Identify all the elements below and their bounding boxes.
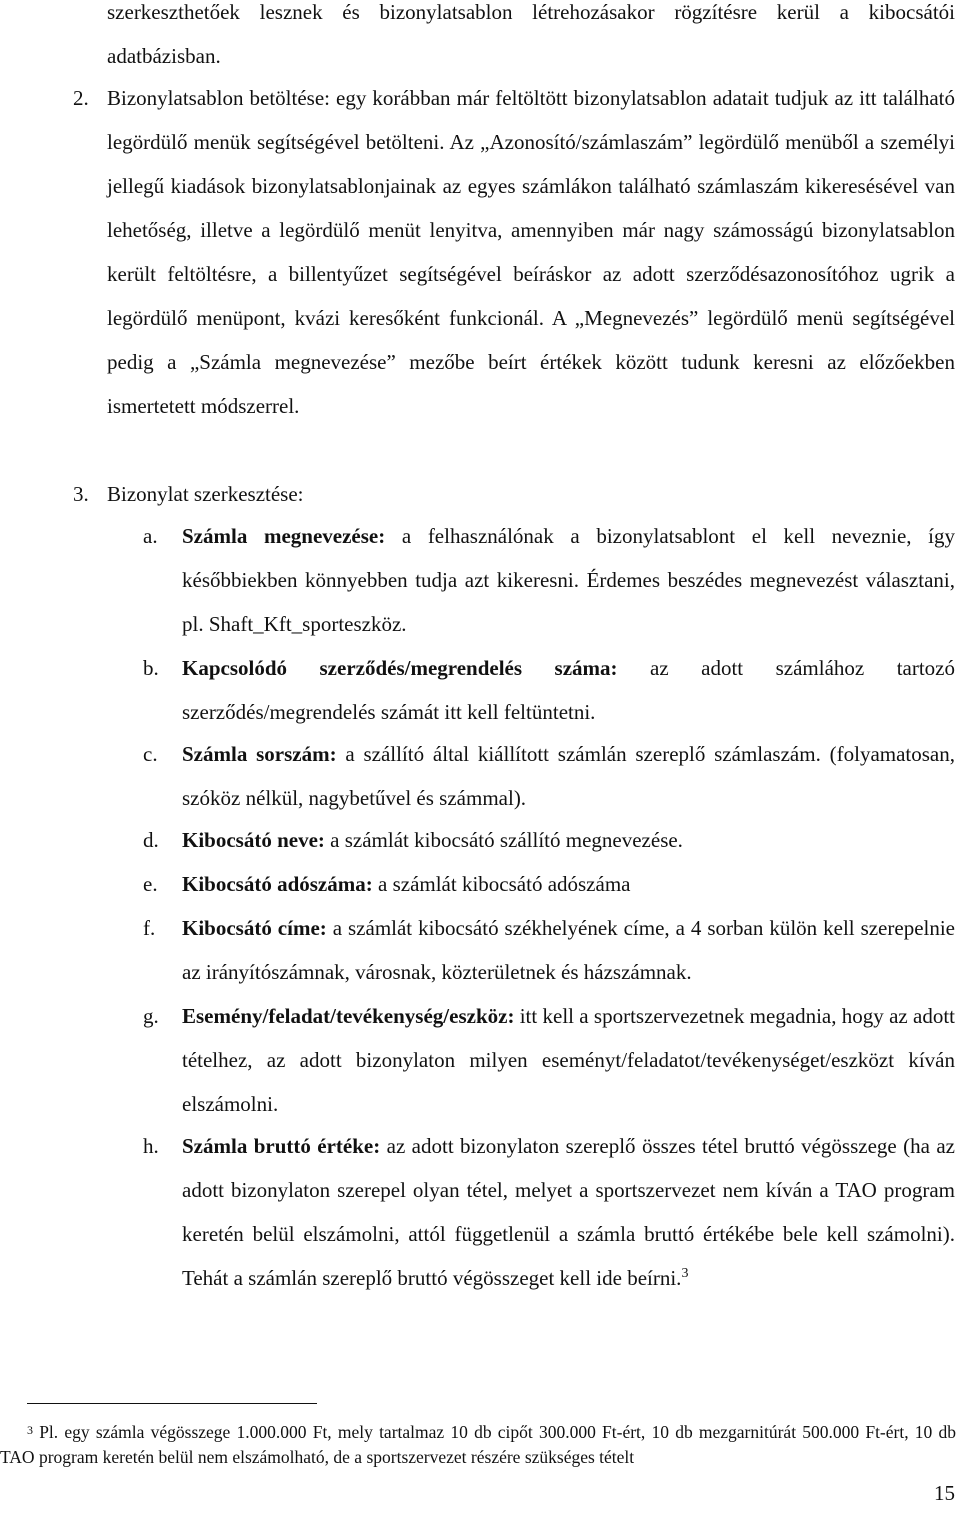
list-item-2: [73, 76, 955, 428]
subitem-text: [182, 994, 955, 1126]
subitem-desc: a számlát kibocsátó székhelyének címe, a 4 sorban külön kell szerepelnie az irányítószámnak, városnak, közterületnek és házszámnak.: [182, 916, 956, 984]
subitem-desc: a felhasználónak a bizonylatsablont el kell neveznie, így későbbiekben könnyebben tudja azt kikeresni. Érdemes beszédes megnevezést választani, pl. Shaft_Kft_sporteszköz.: [182, 524, 956, 636]
subitem-letter: e.: [143, 872, 158, 896]
subitem-term: Kibocsátó neve:: [182, 828, 325, 852]
list-item-3: [73, 472, 955, 516]
subitem-b: [143, 646, 955, 734]
subitem-e: [143, 862, 955, 906]
footnote-separator: [27, 1403, 317, 1404]
subitem-desc: a számlát kibocsátó szállító megnevezése.: [324, 828, 683, 852]
subitem-f: [143, 906, 955, 994]
footnote: [0, 1420, 956, 1470]
subitem-desc: a számlát kibocsátó adószáma: [372, 872, 631, 896]
subitem-text: [182, 514, 955, 646]
subitem-desc: az adott számlához tartozó szerződés/megrendelés számát itt kell feltüntetni.: [182, 656, 956, 724]
item-text: Bizonylatsablon betöltése: egy korábban már feltöltött bizonylatsablon adatait tudjuk az itt található legördülő menük segítségével betölteni. Az „Azonosító/számlaszám” legördülő menüből a személyi jellegű kiadások bizonylatsablonjainak az egyes számlákon található számlaszám kikeresésével van lehetőség, illetve a legördülő menüt lenyitva, amennyiben már nagy számosságú bizonylatsablon került feltöltésre, a billentyűzet segítségével beíráskor az adott szerződésazonosítóhoz ugrik a legördülő menüpont, kvázi keresőként funkcionál. A „Megnevezés” legördülő menü segítségével pedig a „Számla megnevezése” mezőbe beírt értékek között tudunk keresni az előzőekben ismertetett módszerrel.: [107, 86, 955, 418]
subitem-term: Kibocsátó adószáma:: [182, 872, 373, 896]
subitem-g: [143, 994, 955, 1126]
subitem-text: [182, 862, 955, 906]
subitem-text: [182, 1124, 955, 1300]
item-number: 3.: [73, 482, 89, 506]
subitem-text: [182, 818, 955, 862]
subitem-term: Kibocsátó címe:: [182, 916, 327, 940]
subitem-term: Esemény/feladat/tevékenység/eszköz:: [182, 1004, 515, 1028]
item-text: Bizonylat szerkesztése:: [107, 482, 304, 506]
subitem-term: Kapcsolódó szerződés/megrendelés száma:: [182, 656, 618, 680]
subitem-letter: d.: [143, 828, 159, 852]
subitem-letter: c.: [143, 742, 158, 766]
subitem-a: [143, 514, 955, 646]
subitem-d: [143, 818, 955, 862]
subitem-term: Számla sorszám:: [182, 742, 337, 766]
subitem-letter: h.: [143, 1134, 159, 1158]
subitem-c: [143, 732, 955, 820]
subitem-desc: a szállító által kiállított számlán szereplő számlaszám. (folyamatosan, szóköz nélkül, nagybetűvel és számmal).: [182, 742, 955, 810]
subitem-letter: b.: [143, 656, 159, 680]
subitem-text: [182, 646, 955, 734]
footnote-reference[interactable]: 3: [681, 1266, 689, 1281]
page-number: 15: [934, 1481, 955, 1505]
intro-paragraph: szerkeszthetőek lesznek és bizonylatsablon létrehozásakor rögzítésre kerül a kibocsátói adatbázisban.: [107, 0, 955, 68]
subitem-text: [182, 732, 955, 820]
subitem-letter: a.: [143, 524, 158, 548]
subitem-h: [143, 1124, 955, 1300]
subitem-desc: az adott bizonylaton szereplő összes tétel bruttó végösszege (ha az adott bizonylaton szerepel olyan tétel, melyet a sportszervezet nem kíván a TAO program keretén belül elszámolni, attól függetlenül a számla bruttó értékébe bele kell számolni). Tehát a számlán szereplő bruttó végösszeget kell ide beírni.: [182, 1134, 955, 1290]
subitem-letter: g.: [143, 1004, 159, 1028]
footnote-marker: 3: [27, 1423, 33, 1437]
subitem-letter: f.: [143, 916, 156, 940]
subitem-desc: itt kell a sportszervezetnek megadnia, hogy az adott tételhez, az adott bizonylaton milyen eseményt/feladatot/tevékenységet/eszközt kíván elszámolni.: [182, 1004, 955, 1116]
subitem-term: Számla bruttó értéke:: [182, 1134, 381, 1158]
footnote-text: Pl. egy számla végösszege 1.000.000 Ft, mely tartalmaz 10 db cipőt 300.000 Ft-ért, 10 db mezgarnitúrát 500.000 Ft-ért, 10 db TAO program keretén belül nem elszámolható, de a sportszervezet részére szükséges tételt: [0, 1422, 956, 1467]
subitem-term: Számla megnevezése:: [182, 524, 386, 548]
subitem-text: [182, 906, 955, 994]
item-number: 2.: [73, 86, 89, 110]
